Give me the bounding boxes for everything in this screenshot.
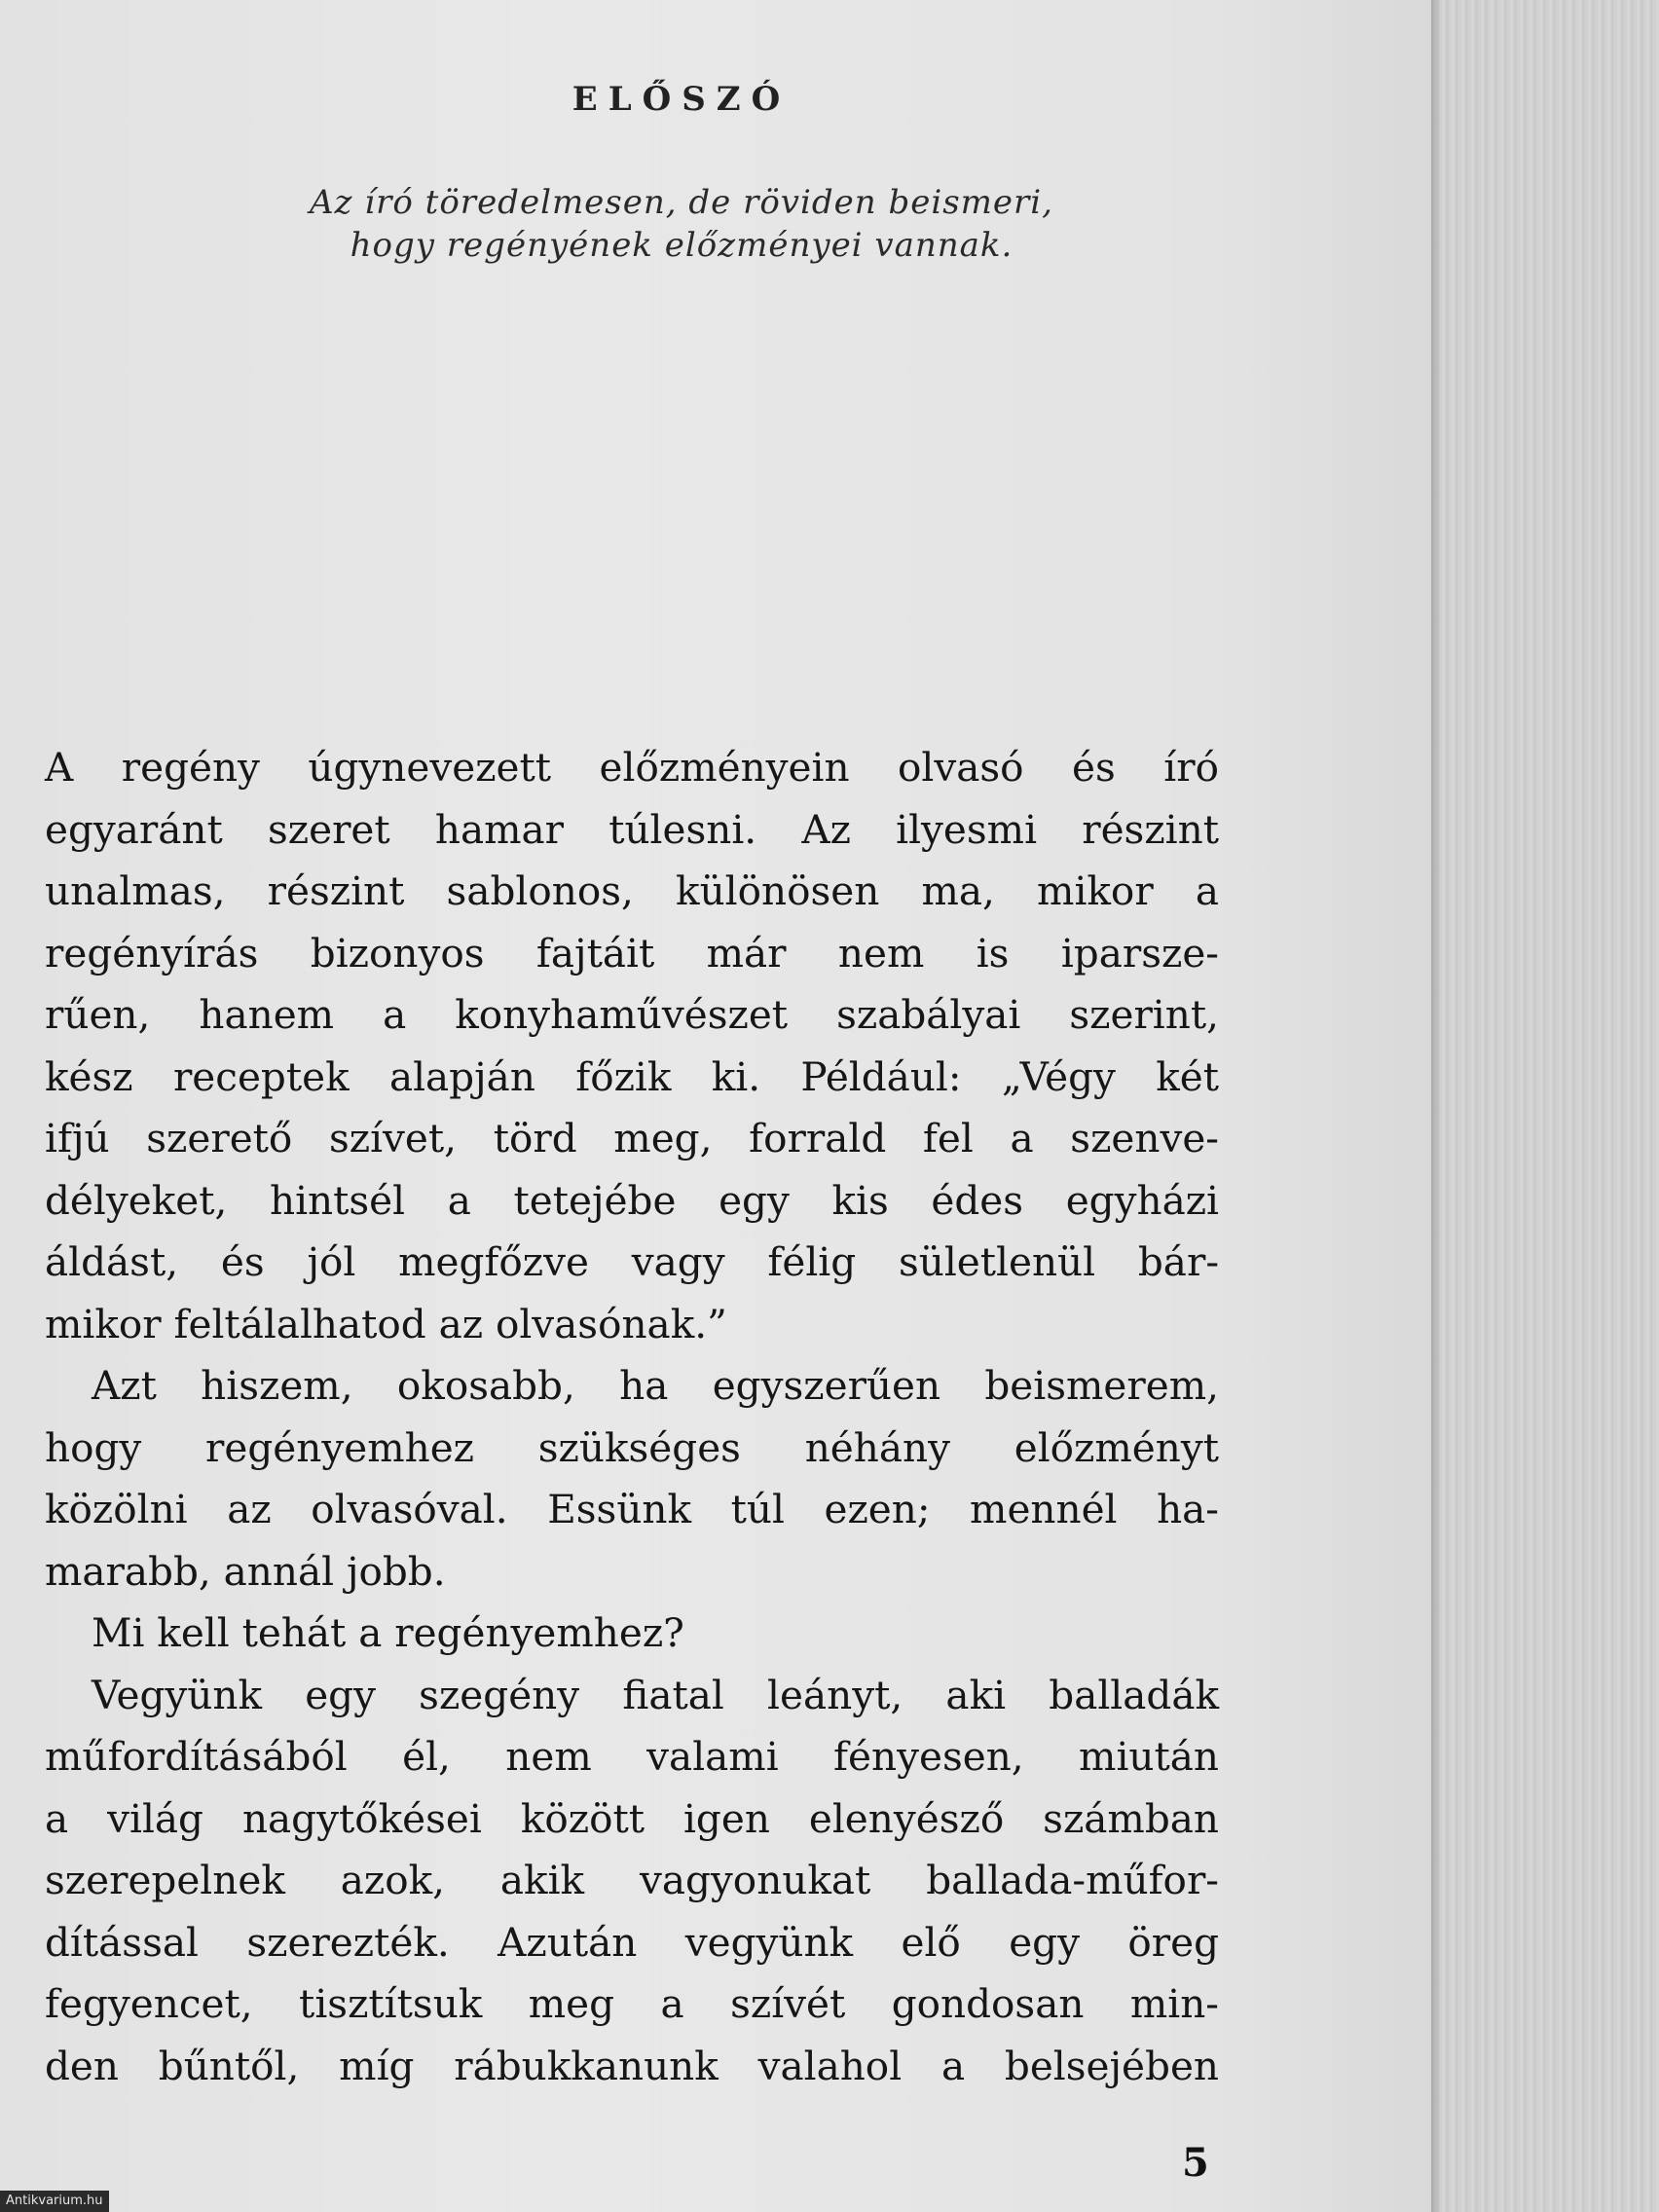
text-line: rűen, hanem a konyhaművészet szabályai szerint, xyxy=(45,991,1219,1038)
text-line: egyaránt szeret hamar túlesni. Az ilyesmi részint xyxy=(45,805,1219,853)
page-number: 5 xyxy=(1182,2140,1209,2186)
watermark: Antikvarium.hu xyxy=(0,2191,109,2212)
text-line: Azt hiszem, okosabb, ha egyszerűen beismerem, xyxy=(92,1362,1219,1409)
text-line: Mi kell tehát a regényemhez? xyxy=(92,1609,684,1656)
text-line: fegyencet, tisztítsuk meg a szívét gondosan min- xyxy=(45,1980,1219,2027)
text-line: műfordításából él, nem valami fényesen, miután xyxy=(45,1733,1219,1780)
text-line: mikor feltálalhatod az olvasónak.” xyxy=(45,1300,727,1347)
text-line: den bűntől, míg rábukkanunk valahol a belsejében xyxy=(45,2042,1219,2089)
subtitle-line: Az író töredelmesen, de röviden beismeri, xyxy=(310,183,1053,222)
page-edge xyxy=(1431,0,1659,2212)
body-text xyxy=(45,737,1219,2097)
text-line: kész receptek alapján főzik ki. Például: „Végy két xyxy=(45,1052,1219,1100)
text-line: marabb, annál jobb. xyxy=(45,1547,446,1595)
text-line: ifjú szerető szívet, törd meg, forrald fel a szenve- xyxy=(45,1115,1219,1161)
text-line: áldást, és jól megfőzve vagy félig sületlenül bár- xyxy=(45,1238,1219,1285)
text-line: hogy regényemhez szükséges néhány előzményt xyxy=(45,1423,1219,1471)
text-line: a világ nagytőkései között igen elenyésző számban xyxy=(45,1794,1219,1842)
chapter-title: ELŐSZÓ xyxy=(571,80,792,119)
text-line: Vegyünk egy szegény fiatal leányt, aki balladák xyxy=(92,1671,1219,1718)
text-line: unalmas, részint sablonos, különösen ma, mikor a xyxy=(45,867,1219,914)
text-line: délyeket, hintsél a tetejébe egy kis édes egyházi xyxy=(45,1176,1219,1224)
subtitle-line: hogy regényének előzményei vannak. xyxy=(350,226,1014,265)
text-line: szerepelnek azok, akik vagyonukat ballada-műfor- xyxy=(45,1857,1219,1903)
chapter-subtitle xyxy=(146,181,1217,267)
text-line: közölni az olvasóval. Essünk túl ezen; mennél ha- xyxy=(45,1486,1219,1532)
text-line: dítással szerezték. Azután vegyünk elő egy öreg xyxy=(45,1918,1219,1966)
text-line: A regény úgynevezett előzményein olvasó és író xyxy=(45,744,1219,791)
text-line: regényírás bizonyos fajtáit már nem is iparsze- xyxy=(45,929,1219,977)
